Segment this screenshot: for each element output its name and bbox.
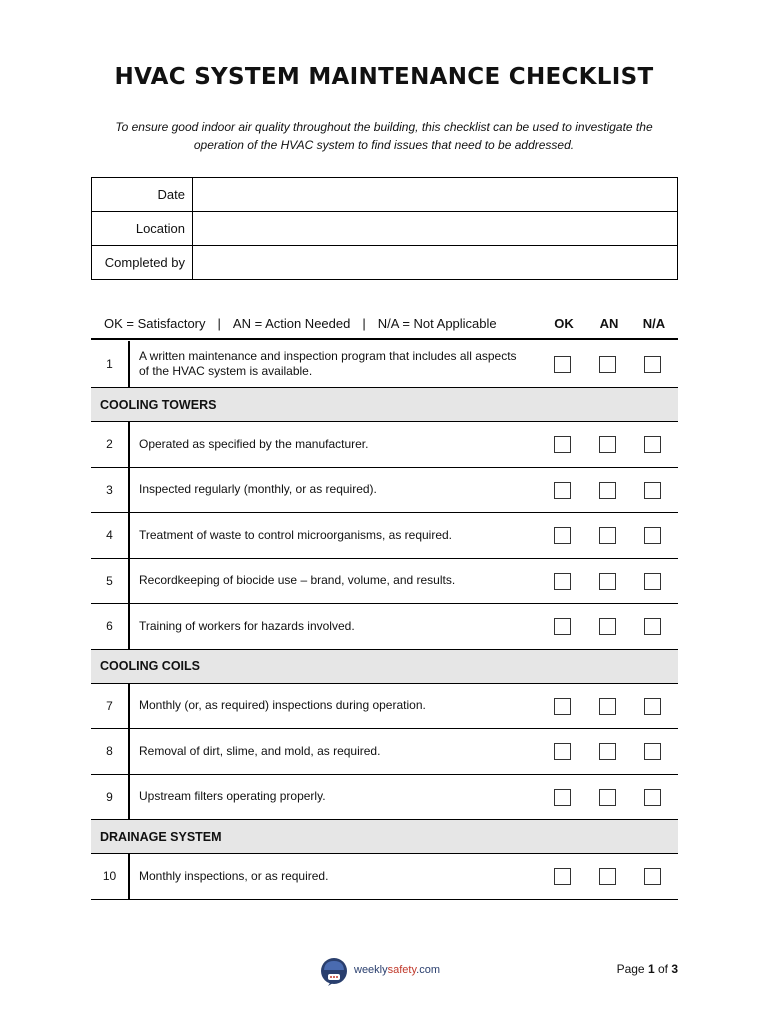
checkbox-ok[interactable]: [554, 868, 571, 885]
page-title: HVAC SYSTEM MAINTENANCE CHECKLIST: [114, 64, 654, 90]
footer-logo: [318, 954, 440, 986]
item-number: 1: [91, 341, 130, 387]
checkbox-ok[interactable]: [554, 743, 571, 760]
checkbox-na[interactable]: [644, 698, 661, 715]
checklist-row: [91, 559, 678, 605]
item-text: Monthly inspections, or as required.: [139, 868, 329, 883]
section-header: [91, 388, 678, 422]
location-label: Location: [92, 212, 193, 246]
checklist-row: [91, 604, 678, 650]
item-text: Training of workers for hazards involved.: [139, 618, 355, 633]
item-text: Removal of dirt, slime, and mold, as required.: [139, 743, 381, 758]
checkbox-na[interactable]: [644, 618, 661, 635]
info-row-completed-by: [92, 246, 678, 280]
checkbox-na[interactable]: [644, 743, 661, 760]
checkbox-na[interactable]: [644, 356, 661, 373]
page-number: Page 1 of 3: [616, 962, 678, 976]
logo-text: weeklysafety.com: [354, 964, 440, 976]
section-title: COOLING TOWERS: [100, 397, 217, 412]
checklist: [91, 341, 678, 900]
date-field[interactable]: [193, 178, 678, 212]
item-text: Operated as specified by the manufacturer.: [139, 436, 369, 451]
checkbox-an[interactable]: [599, 698, 616, 715]
item-number: 8: [91, 729, 130, 774]
checklist-row: [91, 422, 678, 468]
checklist-row: [91, 729, 678, 775]
checkbox-ok[interactable]: [554, 527, 571, 544]
item-number: 3: [91, 468, 130, 513]
checkbox-na[interactable]: [644, 868, 661, 885]
checkbox-an[interactable]: [599, 868, 616, 885]
checkbox-an[interactable]: [599, 789, 616, 806]
section-header: [91, 820, 678, 854]
item-text: Recordkeeping of biocide use – brand, volume, and results.: [139, 573, 456, 588]
checkbox-ok[interactable]: [554, 356, 571, 373]
info-row-date: [92, 178, 678, 212]
legend-na: N/A = Not Applicable: [377, 316, 497, 331]
checklist-row: [91, 341, 678, 388]
column-header-an: AN: [599, 316, 619, 331]
checkbox-na[interactable]: [644, 482, 661, 499]
section-title: COOLING COILS: [100, 659, 200, 673]
legend: [104, 316, 497, 331]
checkbox-na[interactable]: [644, 789, 661, 806]
completed-by-field[interactable]: [193, 246, 678, 280]
legend-header: [91, 308, 678, 340]
hard-hat-chat-icon: [318, 954, 350, 986]
item-number: 10: [91, 854, 130, 899]
item-text: Upstream filters operating properly.: [139, 789, 326, 804]
legend-an: AN = Action Needed: [232, 316, 351, 331]
item-number: 7: [91, 684, 130, 729]
checkbox-ok[interactable]: [554, 573, 571, 590]
column-header-na: N/A: [642, 316, 666, 331]
item-number: 9: [91, 775, 130, 820]
legend-ok: OK = Satisfactory: [104, 316, 206, 331]
item-number: 2: [91, 422, 130, 467]
item-number: 4: [91, 513, 130, 558]
checkbox-na[interactable]: [644, 436, 661, 453]
checkbox-ok[interactable]: [554, 789, 571, 806]
checkbox-an[interactable]: [599, 618, 616, 635]
checkbox-an[interactable]: [599, 436, 616, 453]
legend-separator: |: [362, 316, 366, 331]
checkbox-an[interactable]: [599, 743, 616, 760]
location-field[interactable]: [193, 212, 678, 246]
date-label: Date: [92, 178, 193, 212]
item-text: Inspected regularly (monthly, or as required).: [139, 482, 377, 497]
checkbox-an[interactable]: [599, 356, 616, 373]
item-number: 6: [91, 604, 130, 649]
item-text: Treatment of waste to control microorganisms, as required.: [139, 527, 453, 542]
item-text: A written maintenance and inspection program that includes all aspects of the HVAC system is available.: [139, 349, 517, 378]
completed-by-label: Completed by: [92, 246, 193, 280]
checklist-row: [91, 468, 678, 514]
info-table: [91, 177, 678, 280]
column-header-ok: OK: [554, 316, 574, 331]
checkbox-an[interactable]: [599, 573, 616, 590]
intro-text: To ensure good indoor air quality throughout the building, this checklist can be used to investigate the operation of the HVAC system to find issues that need to be addressed.: [115, 120, 653, 152]
section-header: [91, 650, 678, 684]
checklist-row: [91, 684, 678, 730]
checkbox-na[interactable]: [644, 527, 661, 544]
legend-separator: |: [217, 316, 221, 331]
checkbox-ok[interactable]: [554, 482, 571, 499]
item-number: 5: [91, 559, 130, 604]
checkbox-an[interactable]: [599, 482, 616, 499]
checkbox-ok[interactable]: [554, 618, 571, 635]
section-title: DRAINAGE SYSTEM: [100, 829, 222, 844]
checkbox-ok[interactable]: [554, 698, 571, 715]
item-text: Monthly (or, as required) inspections during operation.: [139, 698, 426, 713]
checkbox-an[interactable]: [599, 527, 616, 544]
checklist-row: [91, 854, 678, 900]
checklist-row: [91, 513, 678, 559]
checkbox-na[interactable]: [644, 573, 661, 590]
checkbox-ok[interactable]: [554, 436, 571, 453]
checklist-row: [91, 775, 678, 821]
info-row-location: [92, 212, 678, 246]
